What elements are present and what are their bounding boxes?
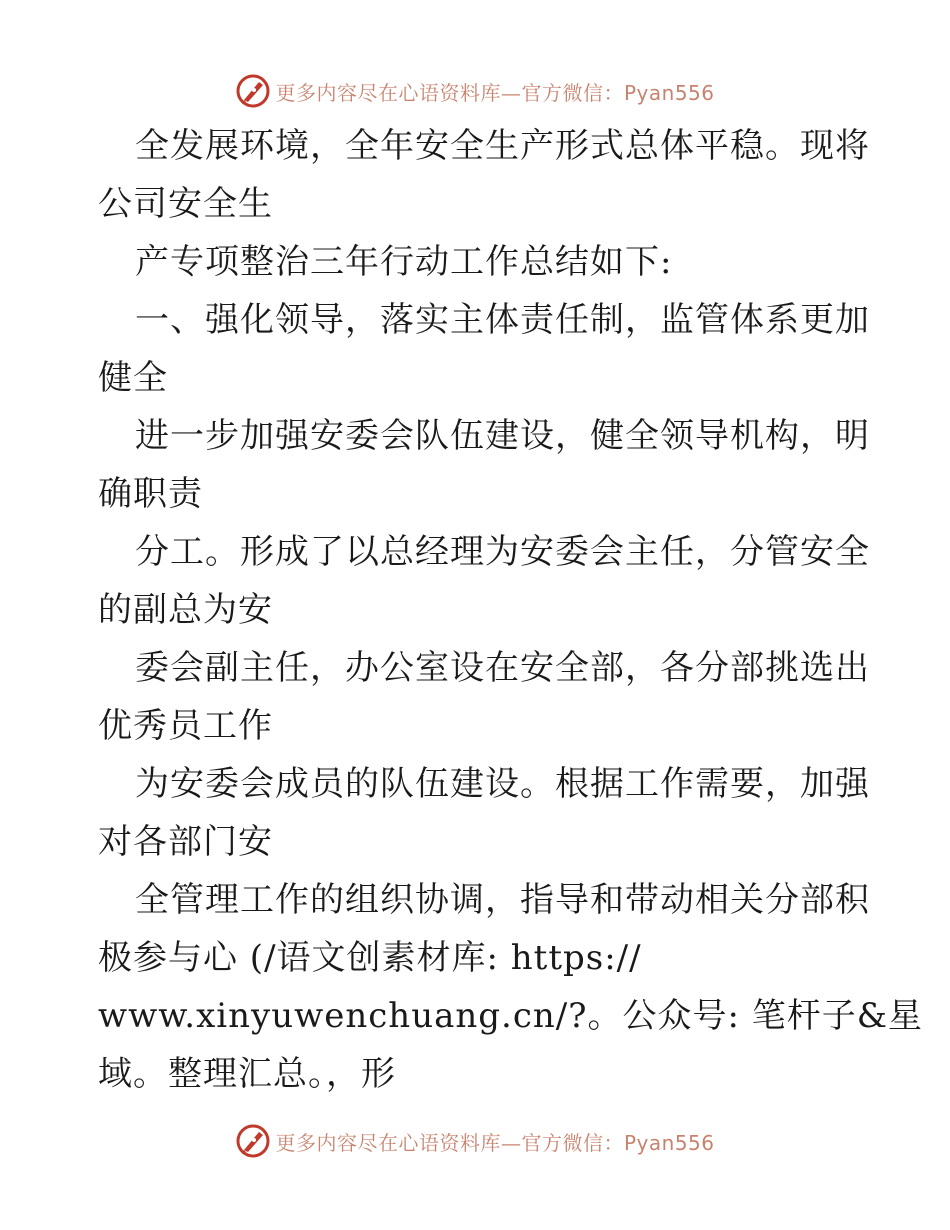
paragraph-line: 对各部门安 [98,822,273,862]
paragraph-line: 公司安全生 [98,184,273,224]
paragraph-line: 全发展环境，全年安全生产形式总体平稳。现将 [135,126,870,166]
paragraph-line: 确职责 [98,474,203,514]
footer-banner-text: 更多内容尽在心语资料库—官方微信：Pyan556 [275,1130,715,1155]
document-body [98,117,923,1103]
header-wechat-id: Pyan556 [623,80,715,105]
footer-watermark-banner [0,1121,950,1161]
paragraph-line: 为安委会成员的队伍建设。根据工作需要，加强 [135,764,870,804]
quill-pen-icon [235,1123,271,1159]
paragraph-line: 委会副主任，办公室设在安全部，各分部挑选出 [135,648,870,688]
paragraph-line: 全管理工作的组织协调，指导和带动相关分部积 [135,880,870,920]
section-heading-line: 健全 [98,358,168,398]
section-heading-line: 一、强化领导，落实主体责任制，监管体系更加 [135,300,870,340]
paragraph-line: 进一步加强安委会队伍建设，健全领导机构，明 [135,416,870,456]
paragraph-line-with-url: www.xinyuwenchuang.cn/?。公众号: 笔杆子&星 [98,996,923,1036]
quill-pen-icon [235,73,271,109]
header-banner-text: 更多内容尽在心语资料库—官方微信：Pyan556 [275,80,715,105]
paragraph-line-with-url: 极参与心 (/语文创素材库: https:// [98,938,642,978]
paragraph-line: 分工。形成了以总经理为安委会主任，分管安全 [135,532,870,572]
paragraph-line: 产专项整治三年行动工作总结如下: [135,242,673,282]
footer-wechat-id: Pyan556 [623,1130,715,1155]
paragraph-line: 优秀员工作 [98,706,273,746]
paragraph-line: 域。整理汇总。，形 [98,1054,396,1094]
paragraph-line: 的副总为安 [98,590,273,630]
header-watermark-banner [0,71,950,111]
